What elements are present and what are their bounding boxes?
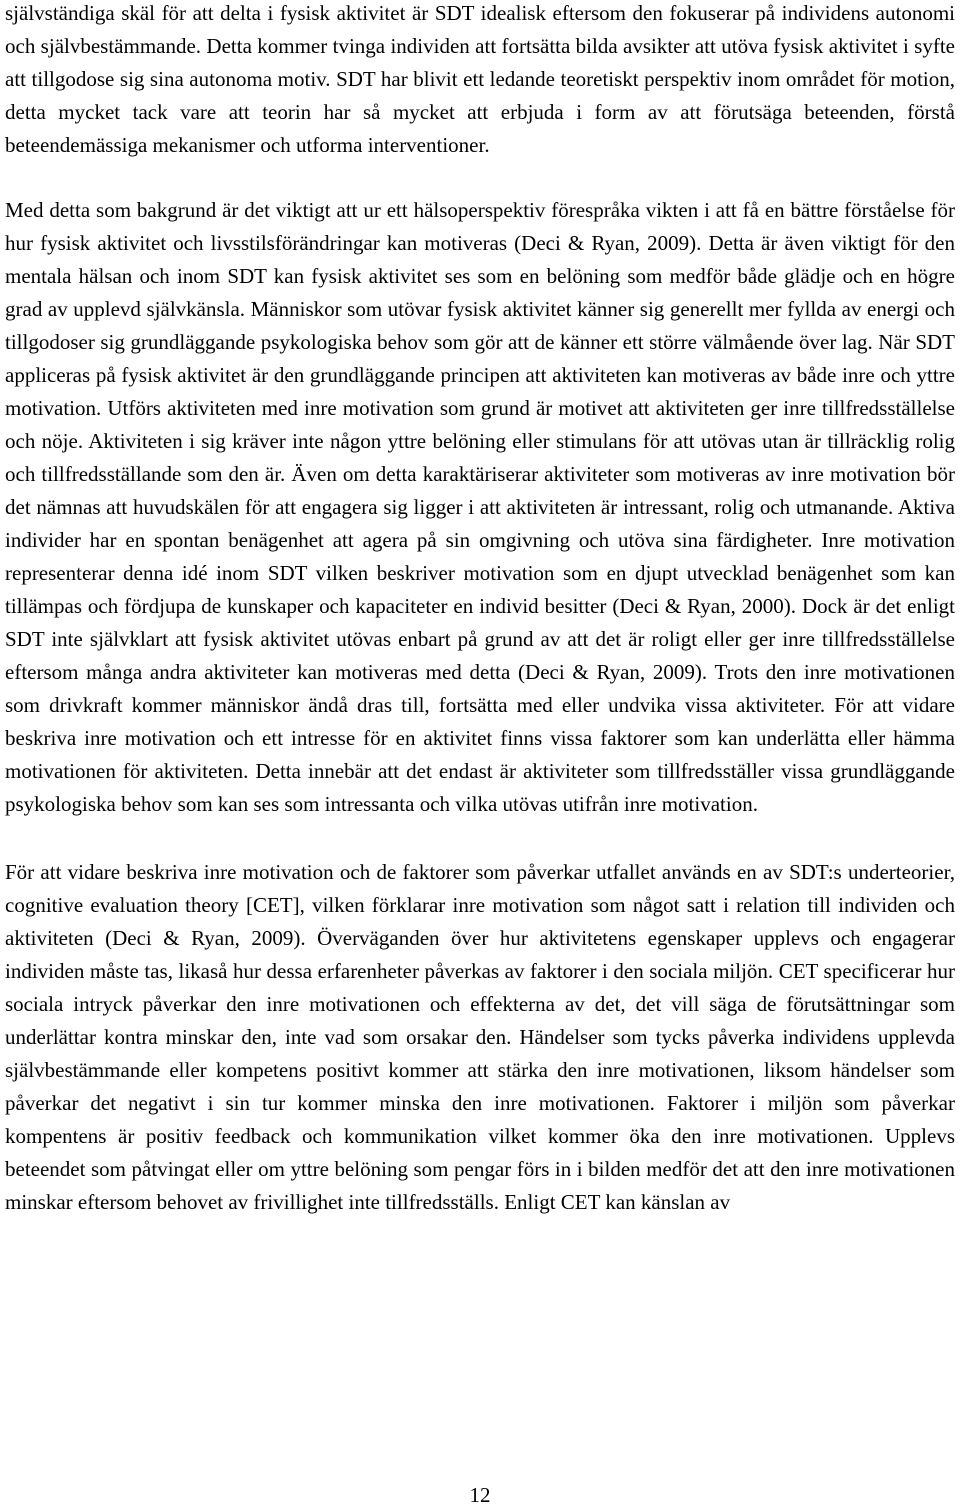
paragraph: För att vidare beskriva inre motivation och de faktorer som påverkar utfallet används en av SDT:s underteorier, cognitive evaluation theory [CET], vilken förklarar inre motivation som något satt i relation till individen och aktiviteten (Deci & Ryan, 2009). Överväganden över hur aktivitetens egenskaper upplevs och engagerar individen måste tas, likaså hur dessa erfarenheter påverkas av faktorer i den sociala miljön. CET specificerar hur sociala intryck påverkar den inre motivationen och effekterna av det, det vill säga de förutsättningar som underlättar kontra minskar den, inte vad som orsakar den. Händelser som tycks påverka individens upplevda självbestämmande eller kompetens positivt kommer att stärka den inre motivationen, liksom händelser som påverkar det negativt i sin tur kommer minska den inre motivationen. Faktorer i miljön som påverkar kompentens är positiv feedback och kommunikation vilket kommer öka den inre motivationen. Upplevs beteendet som påtvingat eller om yttre belöning som pengar förs in i bilden medför det att den inre motivationen minskar eftersom behovet av frivillighet inte tillfredsställs. Enligt CET kan känslan av: [5, 860, 955, 1214]
paragraph: självständiga skäl för att delta i fysisk aktivitet är SDT idealisk eftersom den fokuserar på individens autonomi och självbestämmande. Detta kommer tvinga individen att fortsätta bilda avsikter att utöva fysisk aktivitet i syfte att tillgodose sig sina autonoma motiv. SDT har blivit ett ledande teoretiskt perspektiv inom området för motion, detta mycket tack vare att teorin har så mycket att erbjuda i form av att förutsäga beteenden, förstå beteendemässiga mekanismer och utforma interventioner.: [5, 1, 955, 157]
page-number: 12: [469, 1483, 491, 1507]
document-page: [5, 0, 955, 1219]
paragraph: Med detta som bakgrund är det viktigt att ur ett hälsoperspektiv förespråka vikten i att få en bättre förståelse för hur fysisk aktivitet och livsstilsförändringar kan motiveras (Deci & Ryan, 2009). Detta är även viktigt för den mentala hälsan och inom SDT kan fysisk aktivitet ses som en belöning som medför både glädje och en högre grad av upplevd självkänsla. Människor som utövar fysisk aktivitet känner sig generellt mer fyllda av energi och tillgodoser sig grundläggande psykologiska behov som gör att de känner ett större välmående över lag. När SDT appliceras på fysisk aktivitet är den grundläggande principen att aktiviteten kan motiveras av både inre och yttre motivation. Utförs aktiviteten med inre motivation som grund är motivet att aktiviteten ger inre tillfredsställelse och nöje. Aktiviteten i sig kräver inte någon yttre belöning eller stimulans för att utövas utan är tillräcklig rolig och tillfredsställande som den är. Även om detta karaktäriserar aktiviteter som motiveras av inre motivation bör det nämnas att huvudskälen för att engagera sig ligger i att aktiviteten är intressant, rolig och utmanande. Aktiva individer har en spontan benägenhet att agera på sin omgivning och utöva sina färdigheter. Inre motivation representerar denna idé inom SDT vilken beskriver motivation som en djupt utvecklad benägenhet som kan tillämpas och fördjupa de kunskaper och kapaciteter en individ besitter (Deci & Ryan, 2000). Dock är det enligt SDT inte självklart att fysisk aktivitet utövas enbart på grund av att det är roligt eller ger inre tillfredsställelse eftersom många andra aktiviteter kan motiveras med detta (Deci & Ryan, 2009). Trots den inre motivationen som drivkraft kommer människor ändå dras till, fortsätta med eller undvika vissa aktiviteter. För att vidare beskriva inre motivation och ett intresse för en aktivitet finns vissa faktorer som kan underlätta eller hämma motivationen för aktiviteten. Detta innebär att det endast är aktiviteter som tillfredsställer vissa grundläggande psykologiska behov som kan ses som intressanta och vilka utövas utifrån inre motivation.: [5, 198, 955, 816]
